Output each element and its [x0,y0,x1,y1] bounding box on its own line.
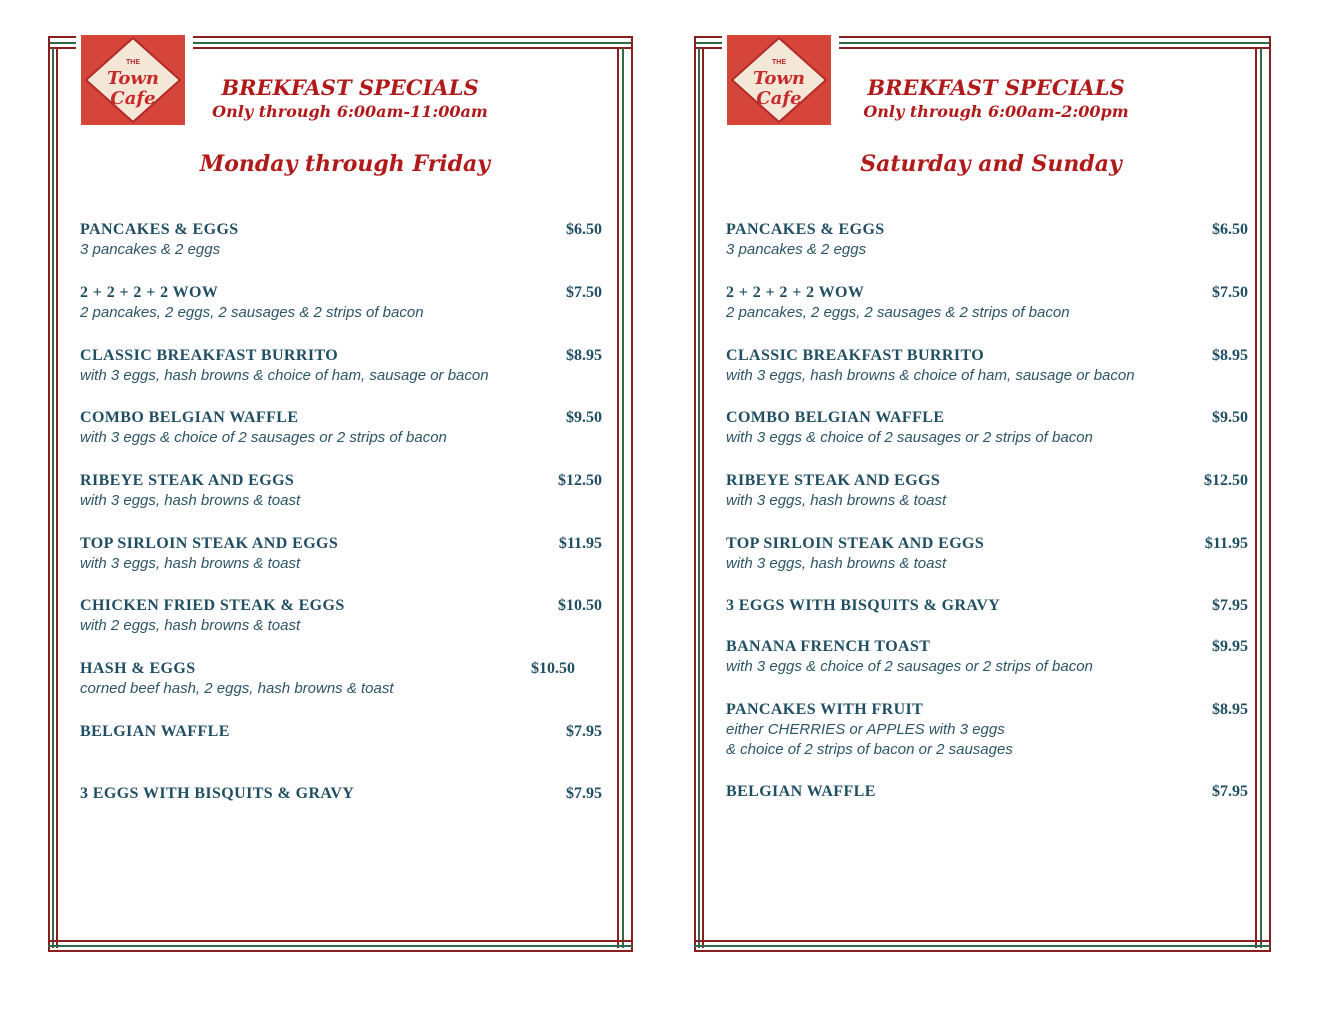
border-line [839,47,1271,49]
menu-title: BREKFAST SPECIALS [867,75,1125,100]
border-line [622,48,624,948]
menu-item: BELGIAN WAFFLE $7.95 [80,723,602,740]
menu-hours: Only through 6:00am-2:00pm [863,102,1129,121]
border-line [193,47,633,49]
border-line [193,42,633,44]
menu-item: TOP SIRLOIN STEAK AND EGGS $11.95 with 3 eggs, hash browns & toast [80,535,602,572]
menu-item: PANCAKES WITH FRUIT $8.95 either CHERRIES or APPLES with 3 eggs & choice of 2 strips of bacon or 2 sausages [726,701,1248,758]
menu-item: CLASSIC BREAKFAST BURRITO $8.95 with 3 eggs, hash browns & choice of ham, sausage or bacon [80,347,602,384]
border-line [48,945,633,947]
menu-days: Saturday and Sunday [860,151,1122,177]
menu-item: PANCAKES & EGGS $6.50 3 pancakes & 2 eggs [80,221,602,258]
border-line [617,48,619,948]
border-line [48,36,50,952]
border-line [694,945,1271,947]
svg-text:Town: Town [107,68,159,89]
border-line [52,48,54,948]
border-line [1260,48,1262,948]
menu-item: 2 + 2 + 2 + 2 WOW $7.50 2 pancakes, 2 eggs, 2 sausages & 2 strips of bacon [726,284,1248,321]
town-cafe-logo [726,34,832,126]
border-line [193,36,633,38]
border-line [694,42,722,44]
border-line [694,36,696,952]
menu-item: 3 EGGS WITH BISQUITS & GRAVY $7.95 [80,785,602,802]
svg-text:Town: Town [753,68,805,89]
svg-text:Cafe: Cafe [756,88,802,109]
menu-title: BREKFAST SPECIALS [221,75,479,100]
menu-item: BANANA FRENCH TOAST $9.95 with 3 eggs & choice of 2 sausages or 2 strips of bacon [726,638,1248,675]
svg-text:THE: THE [126,59,140,66]
menu-item: CHICKEN FRIED STEAK & EGGS $10.50 with 2 eggs, hash browns & toast [80,597,602,634]
svg-text:Cafe: Cafe [110,88,156,109]
border-line [702,48,704,948]
menu-item: PANCAKES & EGGS $6.50 3 pancakes & 2 eggs [726,221,1248,258]
menu-item: COMBO BELGIAN WAFFLE $9.50 with 3 eggs & choice of 2 sausages or 2 strips of bacon [726,409,1248,446]
border-line [694,950,1271,952]
menu-item: CLASSIC BREAKFAST BURRITO $8.95 with 3 eggs, hash browns & choice of ham, sausage or bacon [726,347,1248,384]
border-line [698,48,700,948]
border-line [839,36,1271,38]
border-line [631,36,633,952]
border-line [48,940,633,942]
menu-item: BELGIAN WAFFLE $7.95 [726,783,1248,800]
border-line [1255,48,1257,948]
menu-item: 3 EGGS WITH BISQUITS & GRAVY $7.95 [726,597,1248,614]
menu-item: RIBEYE STEAK AND EGGS $12.50 with 3 eggs, hash browns & toast [80,472,602,509]
menu-item: COMBO BELGIAN WAFFLE $9.50 with 3 eggs & choice of 2 sausages or 2 strips of bacon [80,409,602,446]
svg-text:THE: THE [772,59,786,66]
menu-item: 2 + 2 + 2 + 2 WOW $7.50 2 pancakes, 2 eggs, 2 sausages & 2 strips of bacon [80,284,602,321]
border-line [56,48,58,948]
border-line [48,36,76,38]
border-line [694,940,1271,942]
menu-hours: Only through 6:00am-11:00am [212,102,488,121]
town-cafe-logo [80,34,186,126]
border-line [839,42,1271,44]
border-line [694,36,722,38]
menu-panel-weekend [686,0,1286,1020]
menu-days: Monday through Friday [199,151,491,177]
border-line [48,42,76,44]
menu-panel-weekday [40,0,640,1020]
border-line [48,950,633,952]
menu-item: RIBEYE STEAK AND EGGS $12.50 with 3 eggs, hash browns & toast [726,472,1248,509]
menu-item: HASH & EGGS $10.50 corned beef hash, 2 eggs, hash browns & toast [80,660,575,697]
menu-item: TOP SIRLOIN STEAK AND EGGS $11.95 with 3 eggs, hash browns & toast [726,535,1248,572]
border-line [1269,36,1271,952]
